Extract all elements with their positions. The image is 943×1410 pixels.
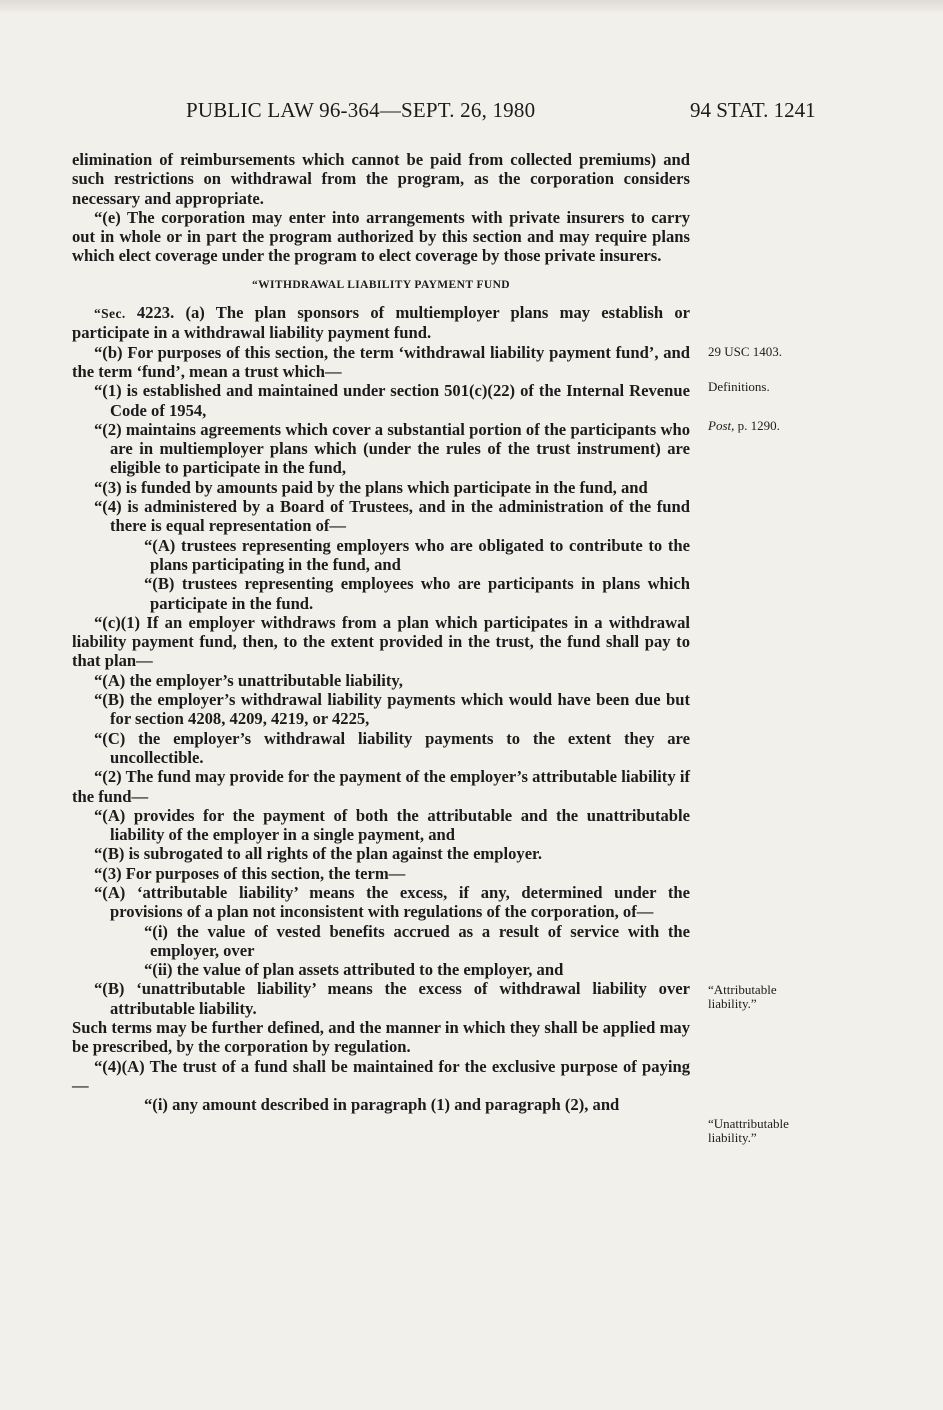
paragraph-such-terms: Such terms may be further defined, and the manner in which they shall be applied may be prescribed, by the corporation by regulation.: [72, 1018, 690, 1057]
paragraph-b4-A: “(A) trustees representing employers who are obligated to contribute to the plans participating in the fund, and: [144, 535, 690, 574]
paragraph-c4-A-i: “(i) any amount described in paragraph (1) and paragraph (2), and: [144, 1095, 620, 1115]
margin-note-definitions: Definitions.: [708, 379, 770, 394]
paragraph: elimination of reimbursements which cannot be paid from collected premiums) and such restrictions on withdrawal from the program, as the corporation considers necessary and appropriate.: [72, 150, 690, 208]
subsection-c3: “(3) For purposes of this section, the term—: [94, 863, 406, 883]
sec-text: 4223. (a) The plan sponsors of multiemployer plans may establish or participate in a withdrawal liability payment fund.: [72, 303, 690, 343]
statute-text: [72, 150, 690, 1115]
paragraph-b4: “(4) is administered by a Board of Trustees, and in the administration of the fund there is equal representation of—: [94, 497, 690, 536]
page-header: [0, 98, 943, 132]
paragraph-c3-A-ii: “(ii) the value of plan assets attributed to the employer, and: [144, 960, 564, 980]
subsection-c1: “(c)(1) If an employer withdraws from a plan which participates in a withdrawal liability payment fund, then, to the extent provided in the trust, the fund shall pay to that plan—: [72, 612, 690, 671]
post-page: p. 1290.: [734, 418, 780, 433]
margin-note-attributable: “Attributable liability.”: [708, 982, 777, 1011]
subsection-c4-A: “(4)(A) The trust of a fund shall be maintained for the exclusive purpose of paying—: [72, 1056, 690, 1095]
margin-note-post: [708, 419, 780, 433]
stat-page-number: 94 STAT. 1241: [690, 98, 816, 122]
paragraph-b4-B: “(B) trustees representing employees who are participants in plans which participate in the fund.: [144, 574, 690, 613]
paragraph-c3-A: “(A) ‘attributable liability’ means the excess, if any, determined under the provisions of a plan not inconsistent with regulations of the corporation, of—: [94, 882, 690, 922]
running-head: PUBLIC LAW 96-364—SEPT. 26, 1980: [186, 98, 536, 122]
paragraph-c3-B: “(B) ‘unattributable liability’ means the excess of withdrawal liability over attributable liability.: [94, 979, 690, 1018]
page-top-bleed: [0, 0, 943, 14]
section-4223-a: [72, 303, 690, 343]
paragraph-c1-A: “(A) the employer’s unattributable liability,: [94, 670, 403, 690]
paragraph-c2-B: “(B) is subrogated to all rights of the plan against the employer.: [94, 844, 543, 864]
margin-note-usc: 29 USC 1403.: [708, 344, 783, 359]
paragraph-c3-A-i: “(i) the value of vested benefits accrued as a result of service with the employer, over: [144, 921, 690, 960]
subsection-c2: “(2) The fund may provide for the payment of the employer’s attributable liability if the fund—: [72, 767, 690, 806]
subsection-e: “(e) The corporation may enter into arrangements with private insurers to carry out in whole or in part the program authorized by this section and may require plans which elect coverage under the program to elect coverage by those private insurers.: [72, 207, 690, 266]
subsection-b: “(b) For purposes of this section, the term ‘withdrawal liability payment fund’, and the term ‘fund’, mean a trust which—: [72, 342, 690, 381]
paragraph-b1: “(1) is established and maintained under section 501(c)(22) of the Internal Revenue Code of 1954,: [94, 381, 690, 420]
sec-label: “Sec.: [94, 306, 126, 322]
paragraph-c1-C: “(C) the employer’s withdrawal liability payments to the extent they are uncollectible.: [94, 728, 690, 767]
paragraph-c2-A: “(A) provides for the payment of both the attributable and the unattributable liability of the employer in a single payment, and: [94, 805, 690, 845]
paragraph-c1-B: “(B) the employer’s withdrawal liability payments which would have been due but for section 4208, 4209, 4219, or 4225,: [94, 690, 690, 729]
paragraph-b3: “(3) is funded by amounts paid by the plans which participate in the fund, and: [94, 477, 648, 497]
section-heading: “WITHDRAWAL LIABILITY PAYMENT FUND: [251, 278, 511, 291]
post-italic: Post,: [708, 418, 735, 433]
margin-note-unattributable: “Unattributable liability.”: [708, 1116, 789, 1145]
paragraph-b2: “(2) maintains agreements which cover a substantial portion of the participants who are in multiemployer plans which (under the rules of the trust instrument) are eligible to participate in the fund,: [94, 419, 690, 478]
